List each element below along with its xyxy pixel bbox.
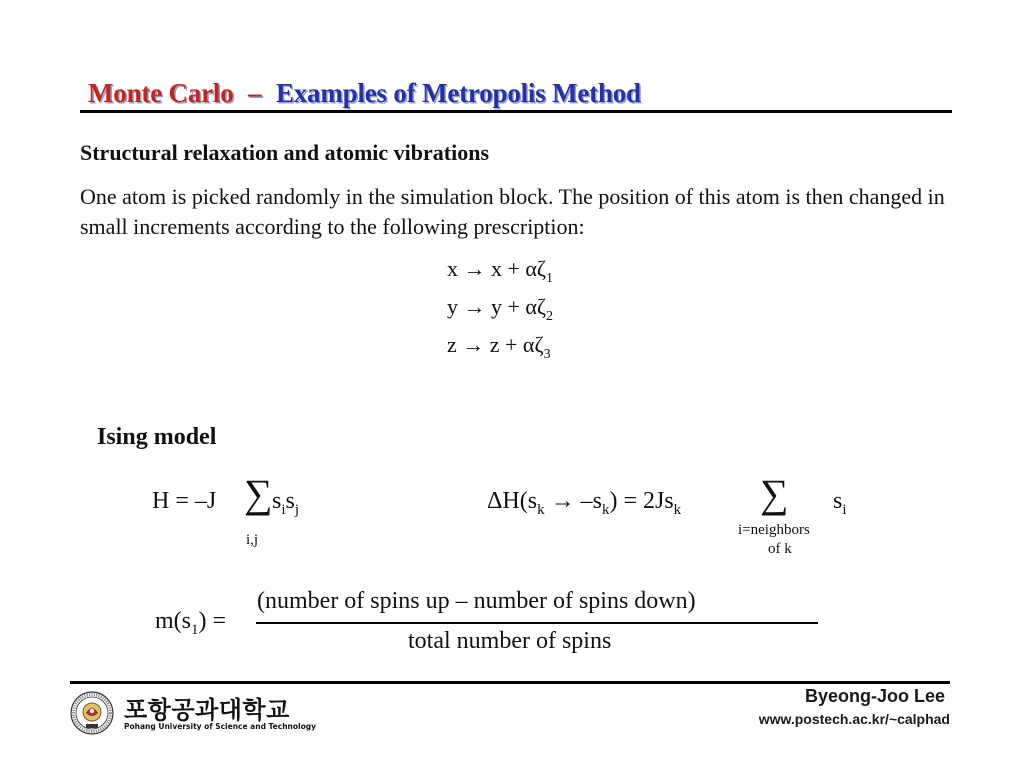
- equation-y: [447, 294, 553, 325]
- magnetization-numerator: (number of spins up – number of spins down): [257, 588, 696, 614]
- delta-h-sub3: k: [673, 501, 682, 518]
- slide-title: [88, 78, 641, 109]
- spin-si-sub: i: [281, 501, 286, 518]
- hamiltonian-sum-limits: i,j: [246, 532, 259, 548]
- equation-x-sub: 1: [546, 271, 554, 286]
- delta-h-part2: → –s: [544, 488, 602, 514]
- delta-h-sum-limits-line1: i=neighbors: [738, 522, 810, 538]
- spin-sj: s: [285, 488, 295, 514]
- equation-y-sub: 2: [546, 309, 554, 324]
- equation-x: [447, 256, 553, 287]
- author-name: Byeong-Joo Lee: [804, 686, 945, 706]
- title-part2: Examples of Metropolis Method: [275, 78, 641, 108]
- footer-divider: [70, 681, 950, 684]
- equation-z-text: z → z + αζ: [447, 332, 544, 357]
- section-heading-ising: Ising model: [97, 424, 217, 450]
- equation-z: [447, 332, 551, 363]
- spin-si: s: [272, 488, 282, 514]
- delta-h-sum-limits-line2: of k: [768, 541, 792, 557]
- delta-h-part1: ΔH(s: [487, 488, 538, 514]
- title-dash: –: [248, 78, 262, 108]
- footer-url[interactable]: www.postech.ac.kr/~calphad: [758, 711, 950, 727]
- magnetization-lhs-text: m(s: [155, 608, 191, 634]
- magnetization-lhs: [155, 608, 226, 639]
- equation-x-text: x → x + αζ: [447, 256, 547, 281]
- equation-z-sub: 3: [543, 347, 551, 362]
- magnetization-lhs-end: ) =: [198, 608, 227, 634]
- logo-korean-text: 포항공과대학교: [124, 696, 290, 724]
- delta-h-sub1: k: [537, 501, 545, 518]
- magnetization-denominator: total number of spins: [408, 628, 612, 654]
- delta-h-term: [833, 488, 847, 519]
- magnetization-lhs-sub: 1: [191, 621, 199, 638]
- hamiltonian-sum-sign: ∑: [244, 471, 273, 516]
- section-heading-relaxation: Structural relaxation and atomic vibrations: [80, 140, 490, 165]
- spin-sj-sub: j: [294, 501, 300, 518]
- equation-y-text: y → y + αζ: [447, 294, 547, 319]
- header-divider: [80, 110, 952, 113]
- title-part1: Monte Carlo: [88, 78, 234, 108]
- delta-h-sub2: k: [601, 501, 610, 518]
- university-seal-logo: [70, 691, 114, 735]
- hamiltonian-prefix: H = –J: [152, 488, 217, 514]
- delta-h-term-sub: i: [842, 501, 847, 518]
- logo-english-text: Pohang University of Science and Technology: [124, 722, 317, 731]
- delta-h-expression: [487, 488, 681, 519]
- fraction-bar: [256, 622, 818, 624]
- delta-h-part3: ) = 2Js: [609, 488, 674, 514]
- section-paragraph: One atom is picked randomly in the simulation block. The position of this atom is then changed in small increments according to the following prescription:: [80, 184, 945, 239]
- delta-h-sum-sign: ∑: [760, 471, 789, 516]
- delta-h-term-s: s: [833, 488, 843, 514]
- hamiltonian-spin-product: [272, 488, 299, 519]
